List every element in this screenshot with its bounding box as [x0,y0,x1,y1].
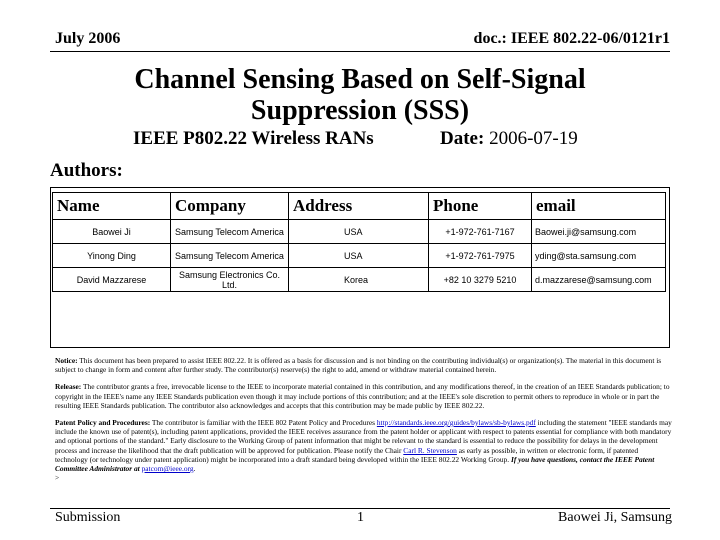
col-name: Name [53,193,171,220]
header-divider [50,51,670,52]
date-value: 2006-07-19 [489,128,578,149]
col-company: Company [171,193,289,220]
footer-author: Baowei Ji, Samsung [558,510,672,525]
author-phone: +82 10 3279 5210 [429,268,532,292]
header-date: July 2006 [55,30,121,47]
table-row [53,244,666,268]
release-text: The contributor grants a free, irrevocable license to the IEEE to incorporate material contained in this contribution, and any modifications thereof, in the creation of an IEEE Standards publication; to copyright in the IEEE's name any IEEE Standards publication even though it may include portions of this contribution; and at the IEEE's sole discretion to permit others to reproduce in whole or in part the resulting IEEE Standards publication. The contributor also acknowledges and accepts that this contribution may be made public by IEEE 802.22. [55,382,670,410]
author-company: Samsung Telecom America [171,220,289,244]
notice-text: This document has been prepared to assist IEEE 802.22. It is offered as a basis for discussion and is not binding on the contributing individual(s) or organization(s). The material in this document is subject to change in form and content after further study. The contributor(s) reserve(s) the right to add, amend or withdraw material contained herein. [55,356,662,375]
working-group: IEEE P802.22 Wireless RANs [133,128,374,149]
doc-date [440,128,578,150]
col-phone: Phone [429,193,532,220]
release-label: Release: [55,382,82,392]
author-email: d.mazzarese@samsung.com [532,268,666,292]
author-email: yding@sta.samsung.com [532,244,666,268]
authors-table [52,192,666,292]
footer-divider [50,508,670,509]
patent-label: Patent Policy and Procedures: [55,418,151,428]
col-email: email [532,193,666,220]
table-row [53,220,666,244]
patent-text: as early as possible, in written or electronic form, if patented technology (or technology under patent application) might be incorporated into a draft standard being developed within the IEEE 802.22 Working Group. [55,445,639,464]
author-address: USA [289,244,429,268]
slide-title: Channel Sensing Based on Self-Signal Suppression (SSS) [134,64,586,126]
chair-link[interactable]: Carl R. Stevenson [403,445,457,455]
table-row [53,268,666,292]
author-company: Samsung Electronics Co. Ltd. [171,268,289,292]
author-phone: +1-972-761-7167 [429,220,532,244]
author-name: Yinong Ding [53,244,171,268]
release-paragraph [55,382,672,410]
patent-text: including the statement "IEEE standards may include the known use of patent(s), including patent applications, provided the IEEE receives assurance from the patent holder or applicant with respect to patents essential for compliance with both mandatory and optional portions of the standard." Early disclosure to the Working Group of patent information that might be relevant to the standard is essential to reduce the possibility for delays in the development process and increase the likelihood that the draft publication will be approved for publication. Please notify the Chair [55,418,672,455]
col-address: Address [289,193,429,220]
authors-label: Authors: [50,160,123,181]
patent-text: The contributor is familiar with the IEEE 802 Patent Policy and Procedures [150,418,377,428]
footer-submission: Submission [55,510,121,525]
author-address: Korea [289,268,429,292]
author-address: USA [289,220,429,244]
patent-policy-link[interactable]: http://standards.ieee.org/guides/bylaws/sb-bylaws.pdf [376,418,536,428]
questions-text: If you have questions, contact the IEEE Patent Committee Administrator at [55,454,655,474]
author-email: Baowei.ji@samsung.com [532,220,666,244]
table-header-row [53,193,666,220]
trailer-mark: > [55,473,60,483]
author-name: Baowei Ji [53,220,171,244]
notice-paragraph [55,356,672,374]
author-company: Samsung Telecom America [171,244,289,268]
patcom-email-link[interactable]: patcom@ieee.org [141,464,194,474]
author-phone: +1-972-761-7975 [429,244,532,268]
header-doc-id: doc.: IEEE 802.22-06/0121r1 [473,30,670,47]
legal-notices [55,356,672,482]
patent-paragraph [55,418,672,473]
date-label: Date: [440,128,485,149]
author-name: David Mazzarese [53,268,171,292]
questions-end: . [193,464,196,474]
page-number: 1 [357,510,364,525]
notice-label: Notice: [55,356,78,365]
